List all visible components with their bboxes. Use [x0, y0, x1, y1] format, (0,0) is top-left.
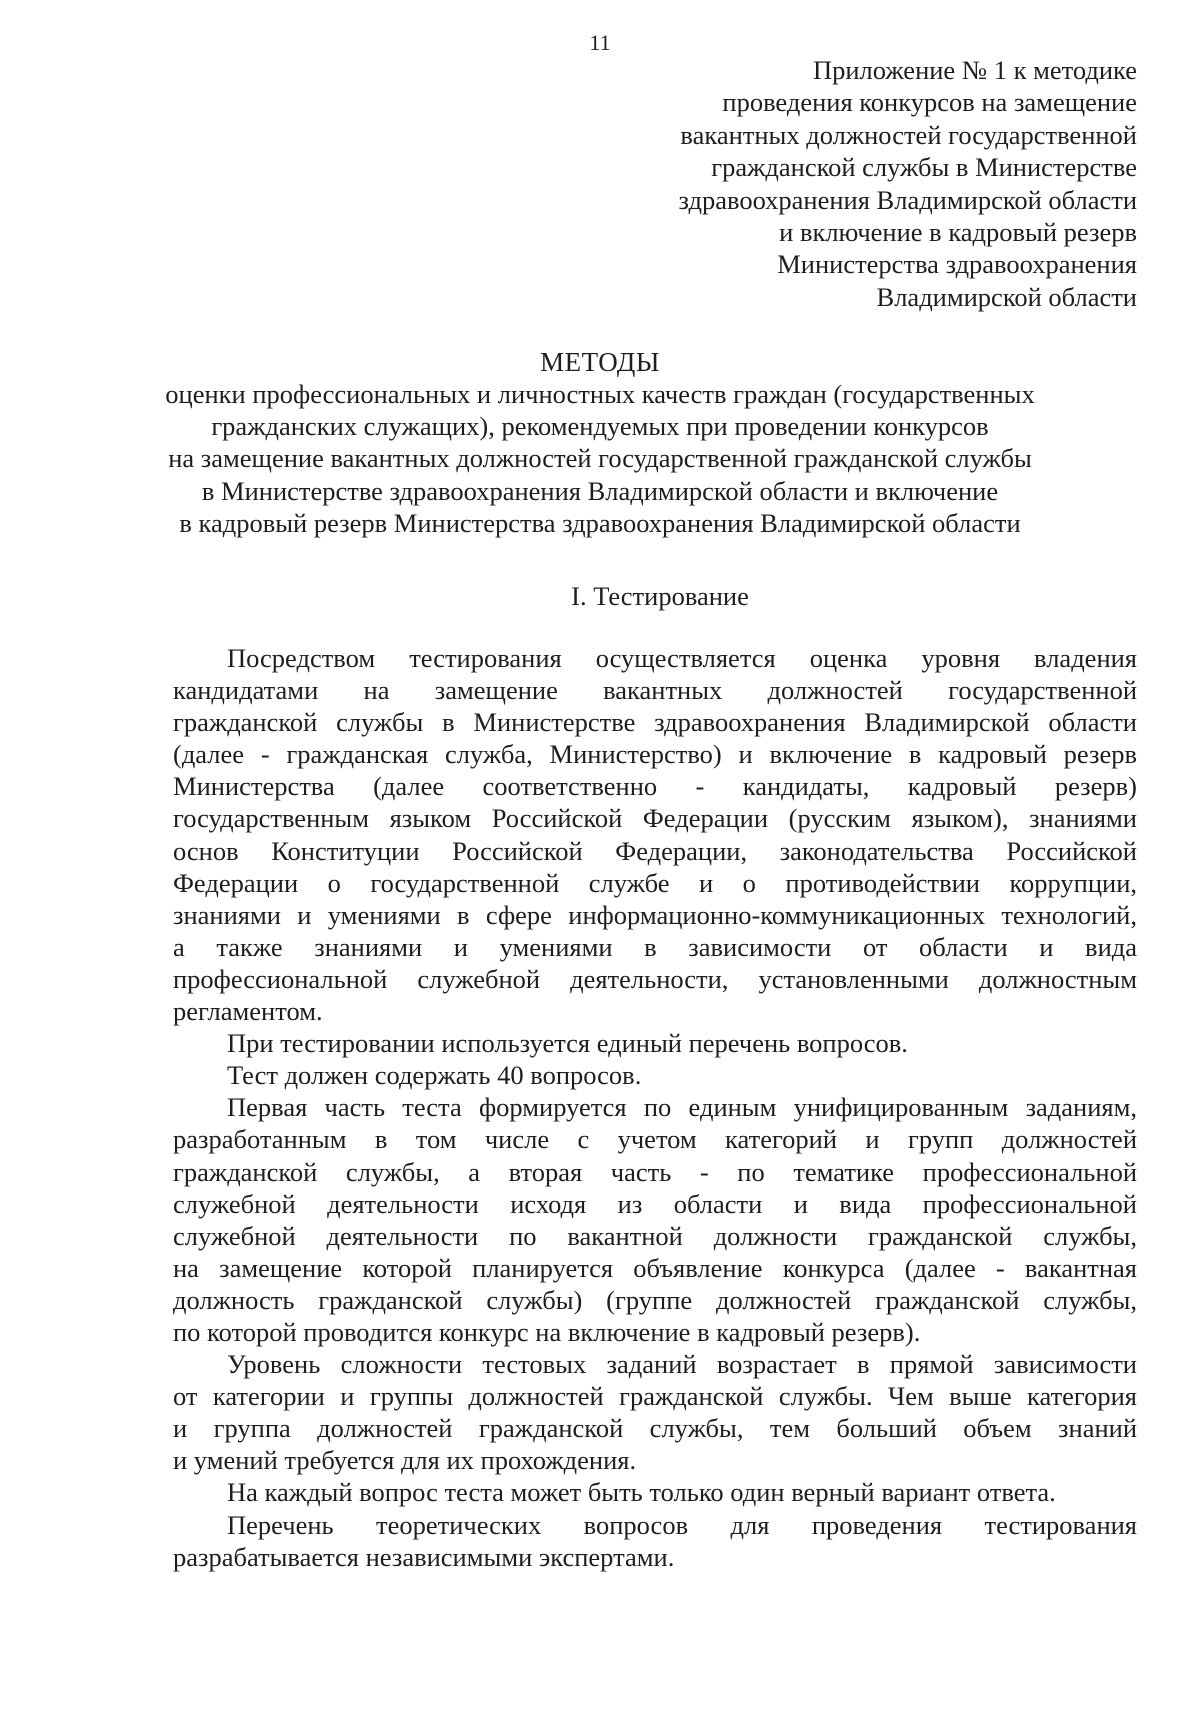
appendix-line: вакантных должностей государственной — [680, 119, 1137, 150]
text-line: должность гражданской службы) (группе должностей гражданской службы, — [173, 1284, 1137, 1315]
appendix-line: Владимирской области — [876, 281, 1137, 312]
appendix-line: и включение в кадровый резерв — [779, 217, 1137, 248]
title-sub-line: в кадровый резерв Министерства здравоохранения Владимирской области — [179, 507, 1021, 538]
text-line: Первая часть теста формируется по единым унифицированным заданиям, — [227, 1092, 1137, 1123]
text-line: разрабатывается независимыми экспертами. — [173, 1541, 675, 1572]
text-line: и группа должностей гражданской службы, тем больший объем знаний — [173, 1413, 1137, 1444]
text-line: знаниями и умениями в сфере информационно-коммуникационных технологий, — [173, 899, 1137, 930]
text-line: Уровень сложности тестовых заданий возрастает в прямой зависимости — [227, 1349, 1137, 1380]
text-line: основ Конституции Российской Федерации, законодательства Российской — [173, 835, 1137, 866]
text-line: гражданской службы в Министерстве здравоохранения Владимирской области — [173, 707, 1137, 738]
text-line: Посредством тестирования осуществляется оценка уровня владения — [227, 643, 1137, 673]
text-line: Тест должен содержать 40 вопросов. — [227, 1060, 642, 1091]
text-line: Министерства (далее соответственно - кандидаты, кадровый резерв) — [173, 771, 1137, 802]
text-line: (далее - гражданская служба, Министерство) и включение в кадровый резерв — [173, 739, 1137, 770]
title-sub-line: на замещение вакантных должностей государственной гражданской службы — [168, 443, 1032, 474]
text-line: кандидатами на замещение вакантных должностей государственной — [173, 675, 1137, 706]
title-subtitle — [0, 378, 1200, 539]
text-line: государственным языком Российской Федерации (русским языком), знаниями — [173, 803, 1137, 834]
text-line: На каждый вопрос теста может быть только один верный вариант ответа. — [227, 1477, 1056, 1508]
document-title — [0, 346, 1200, 539]
title-sub-line: гражданских служащих), рекомендуемых при проведении конкурсов — [211, 411, 989, 442]
text-line: профессиональной служебной деятельности, установленными должностным — [173, 963, 1137, 994]
paragraph — [173, 1091, 1137, 1348]
paragraph — [173, 1348, 1137, 1476]
text-line: а также знаниями и умениями в зависимости от области и вида — [173, 931, 1137, 962]
text-line: служебной деятельности по вакантной должности гражданской службы, — [173, 1220, 1137, 1251]
text-line: При тестировании используется единый перечень вопросов. — [227, 1028, 908, 1059]
text-line: от категории и группы должностей гражданской службы. Чем выше категория — [173, 1381, 1137, 1412]
text-line: и умений требуется для их прохождения. — [173, 1445, 637, 1476]
text-line: разработанным в том числе с учетом категорий и групп должностей — [173, 1124, 1137, 1155]
section-heading: I. Тестирование — [571, 581, 749, 611]
appendix-header — [577, 54, 1137, 313]
text-line: по которой проводится конкурс на включение в кадровый резерв). — [173, 1316, 921, 1347]
paragraph — [173, 1059, 1137, 1091]
appendix-line: проведения конкурсов на замещение — [722, 87, 1137, 118]
text-line: гражданской службы, а вторая часть - по тематике профессиональной — [173, 1156, 1137, 1187]
text-line: на замещение которой планируется объявление конкурса (далее - вакантная — [173, 1252, 1137, 1283]
paragraph — [173, 1509, 1137, 1573]
title-main: МЕТОДЫ — [540, 347, 660, 377]
title-sub-line: оценки профессиональных и личностных качеств граждан (государственных — [165, 379, 1035, 409]
appendix-line: Министерства здравоохранения — [777, 249, 1137, 280]
title-sub-line: в Министерстве здравоохранения Владимирской области и включение — [201, 475, 999, 506]
appendix-line: Приложение № 1 к методике — [812, 55, 1137, 85]
appendix-line: здравоохранения Владимирской области — [678, 184, 1137, 215]
appendix-line: гражданской службы в Министерстве — [711, 152, 1137, 183]
text-line: Федерации о государственной службе и о противодействии коррупции, — [173, 867, 1137, 898]
text-line: Перечень теоретических вопросов для проведения тестирования — [227, 1509, 1137, 1540]
text-line: регламентом. — [173, 996, 323, 1027]
paragraph — [173, 1027, 1137, 1059]
body-text — [173, 642, 1137, 1573]
paragraph — [173, 1476, 1137, 1508]
paragraph — [173, 642, 1137, 1027]
text-line: служебной деятельности исходя из области и вида профессиональной — [173, 1188, 1137, 1219]
page-number: 11 — [589, 30, 611, 55]
